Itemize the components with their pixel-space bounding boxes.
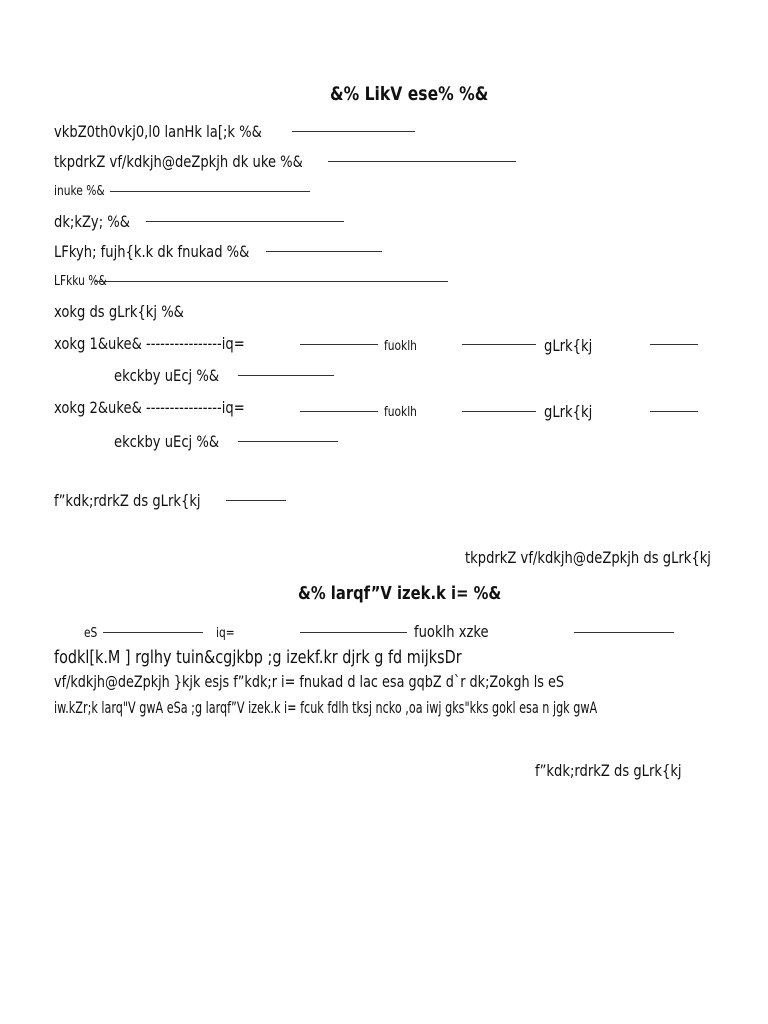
office-line bbox=[146, 221, 344, 222]
location-line bbox=[266, 251, 382, 252]
witness2-mobile-line bbox=[238, 441, 338, 442]
office-label: dk;kZy; %& bbox=[54, 212, 130, 231]
declaration-line1-a-blank bbox=[103, 632, 203, 633]
applicant-line bbox=[292, 131, 415, 132]
declaration-line1-a: eS bbox=[84, 626, 98, 641]
declaration-title: &% larqf”V izek.k i= %& bbox=[298, 583, 502, 604]
declaration-line1-b: iq= bbox=[216, 626, 235, 641]
witness1-mobile-label: ekckby uEcj %& bbox=[114, 366, 220, 385]
applicant-label: vkbZ0th0vkj0,l0 lanHk la[;k %& bbox=[54, 122, 262, 141]
complainant-signature-label: f”kdk;rdrkZ ds gLrk{kj bbox=[54, 491, 201, 510]
declaration-signer: f”kdk;rdrkZ ds gLrk{kj bbox=[535, 761, 682, 780]
witness2-fuoklh-line bbox=[462, 411, 536, 412]
location-label: LFkyh; fujh{k.k dk fnukad %& bbox=[54, 242, 250, 261]
declaration-line3: vf/kdkjh@deZpkjh }kjk esjs f”kdk;r i= fnukad d lac esa gqbZ d`r dk;Zokgh ls eS bbox=[54, 672, 565, 691]
witness1-fuoklh-line bbox=[462, 344, 536, 345]
witness1-signature: gLrk{kj bbox=[544, 336, 593, 355]
complainant-signature-line bbox=[226, 500, 286, 501]
witness2-label: xokg 2&uke& ----------------iq= bbox=[54, 398, 245, 417]
witness1-fuoklh: fuoklh bbox=[384, 339, 417, 354]
place-label: LFkku %& bbox=[54, 274, 107, 289]
witness1-signature-line bbox=[650, 344, 698, 345]
officer-signature-label: tkpdrkZ vf/kdkjh@deZpkjh ds gLrk{kj bbox=[465, 548, 711, 567]
place-line bbox=[95, 281, 448, 282]
complainant-line bbox=[328, 161, 516, 162]
complainant-label: tkpdrkZ vf/kdkjh@deZpkjh dk uke %& bbox=[54, 152, 303, 171]
witness2-signature-line bbox=[650, 411, 698, 412]
declaration-line1-c: fuoklh xzke bbox=[414, 622, 489, 641]
witness2-mobile-label: ekckby uEcj %& bbox=[114, 432, 220, 451]
witness1-line bbox=[300, 344, 378, 345]
witness1-label: xokg 1&uke& ----------------iq= bbox=[54, 334, 245, 353]
declaration-line1-c-blank bbox=[574, 632, 674, 633]
witness1-mobile-line bbox=[238, 375, 334, 376]
witness2-signature: gLrk{kj bbox=[544, 402, 593, 421]
declaration-line4: iw.kZr;k larq"V gwA eSa ;g larqf”V izek.k i= fcuk fdlh tksj ncko ,oa iwj gks"kks gokl esa n jgk gwA bbox=[54, 698, 598, 717]
witness-header: xokg ds gLrk{kj %& bbox=[54, 302, 184, 321]
page-heading: &% LikV ese% %& bbox=[330, 83, 489, 105]
declaration-line1-b-blank bbox=[300, 632, 407, 633]
witness2-fuoklh: fuoklh bbox=[384, 405, 417, 420]
post-label: inuke %& bbox=[54, 184, 105, 199]
witness2-line bbox=[300, 411, 378, 412]
post-line bbox=[110, 191, 310, 192]
declaration-line2: fodkl[k.M ] rglhy tuin&cgjkbp ;g izekf.kr djrk g fd mijksDr bbox=[54, 647, 462, 668]
